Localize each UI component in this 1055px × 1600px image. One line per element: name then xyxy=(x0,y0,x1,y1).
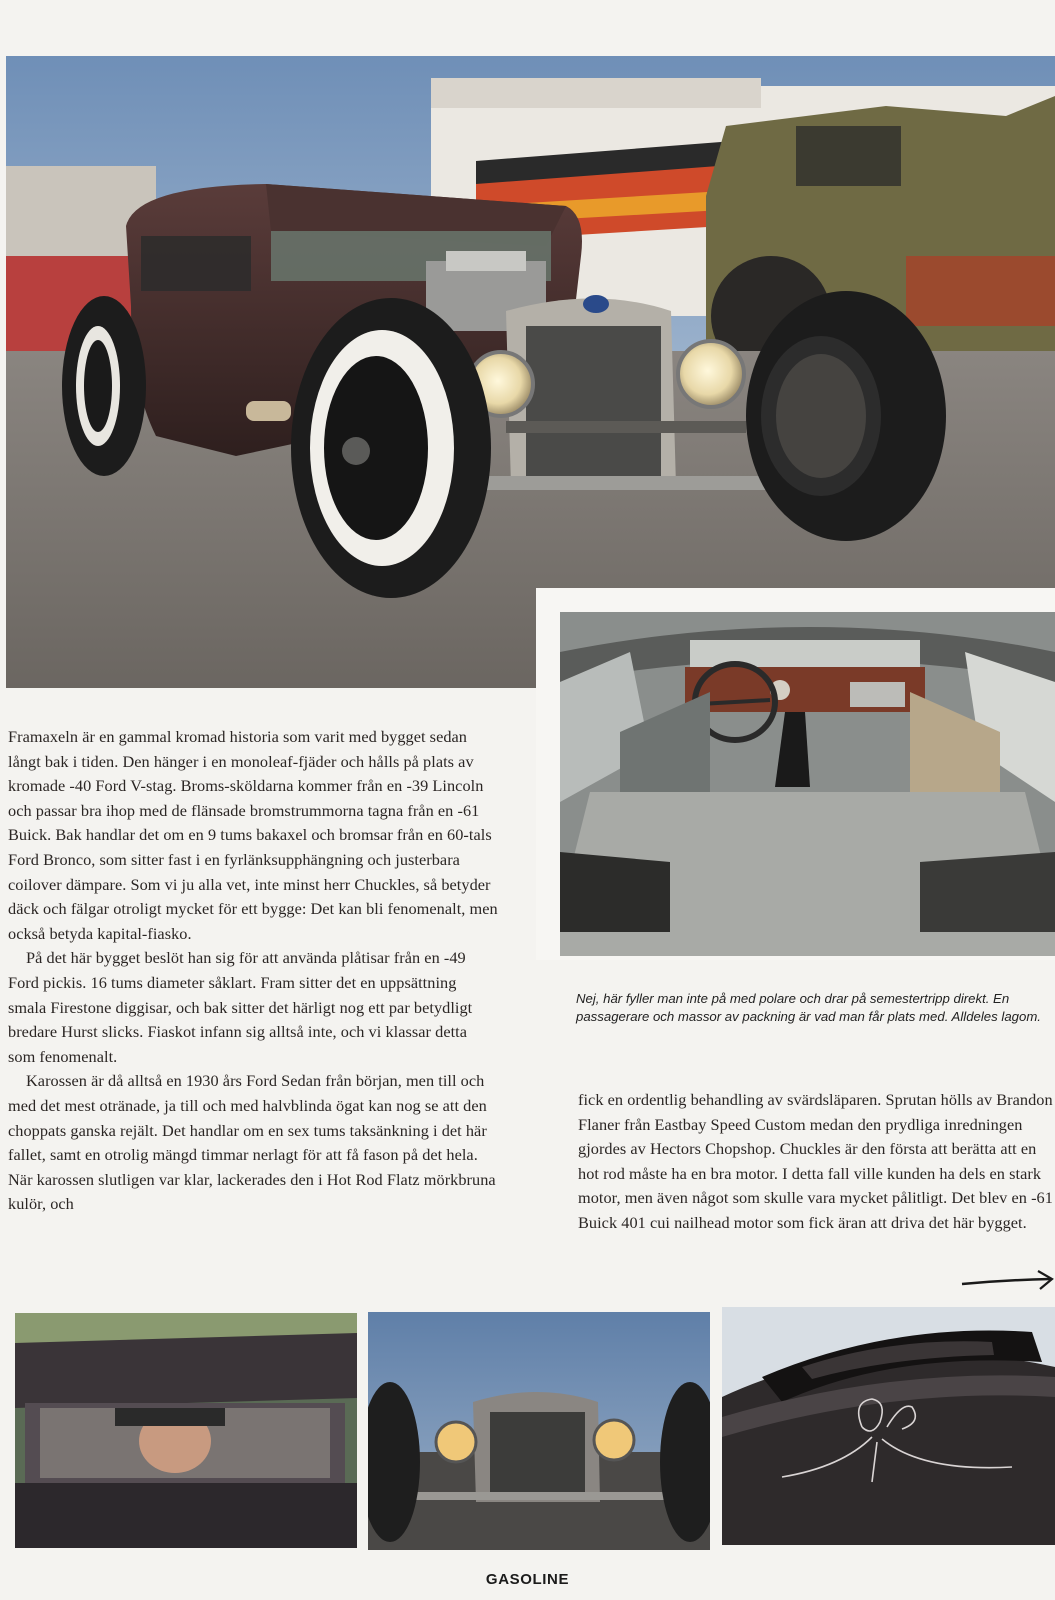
thumbnail-front-view-photo xyxy=(368,1312,710,1550)
interior-caption: Nej, här fyller man inte på med polare och drar på semestertripp direkt. En passagerare och massor av packning är vad man får plats med. Alldeles lagom. xyxy=(576,991,1041,1025)
paragraph-wheels: På det här bygget beslöt han sig för att använda plåtisar från en -49 Ford pickis. 16 tums diameter såklart. Fram sitter det en uppsättning smala Firestone diggisar, och bak sitter det härligt nog ett par betydligt bredare Hurst slicks. Fiaskot infann sig alltså inte, och vi klassar detta som fenomenalt. xyxy=(8,948,473,1066)
article-right-column xyxy=(578,1088,1055,1236)
interior-photo xyxy=(560,612,1055,956)
paragraph-body: Karossen är då alltså en 1930 års Ford Sedan från början, men till och med det mest otränade, ja till och med halvblinda ögat kan nog se att den choppats ganska rejält. Det handlar om en sex tums taksänkning i det här fallet, samt en otrolig mängd timmar nerlagt för att få fason på det hela. När karossen slutligen var klar, lackerades den i Hot Rod Flatz mörkbruna kulör, och xyxy=(8,1071,496,1214)
magazine-brand-footer: GASOLINE xyxy=(485,1571,570,1588)
paragraph-paint-engine: fick en ordentlig behandling av svärdsläparen. Sprutan hölls av Brandon Flaner från Eastbay Speed Custom medan den prydliga inredningen gjordes av Hectors Chopshop. Chuckles är den första att berätta att en hot rod måste ha en bra motor. I detta fall ville kunden ha dels en stark motor, men även något som skulle vara mycket pålitligt. Det blev en -61 Buick 401 cui nailhead motor som fick äran att driva det här bygget. xyxy=(578,1090,1053,1232)
article-left-column xyxy=(8,725,498,1217)
paragraph-front-axle: Framaxeln är en gammal kromad historia som varit med bygget sedan långt bak i tiden. Den hänger i en monoleaf-fjäder och hålls på plats av kromade -40 Ford V-stag. Broms-sköldarna kommer från en -39 Lincoln och passar bra ihop med de flänsade bromstrummorna tagna från en -61 Buick. Bak handlar det om en 9 tums bakaxel och bromsar från en 60-tals Ford Bronco, som sitter fast i en fyrlänksupphängning och justerbara coilover dämpare. Som vi ju alla vet, inte minst herr Chuckles, så betyder däck och fälgar otroligt mycket för ett bygge: Det kan bli fenomenalt, men också betyda kapital-fiasko. xyxy=(8,727,498,943)
thumbnail-pinstripe-photo xyxy=(722,1307,1055,1545)
thumbnail-driver-photo xyxy=(15,1313,357,1548)
continue-arrow-icon xyxy=(960,1267,1055,1293)
